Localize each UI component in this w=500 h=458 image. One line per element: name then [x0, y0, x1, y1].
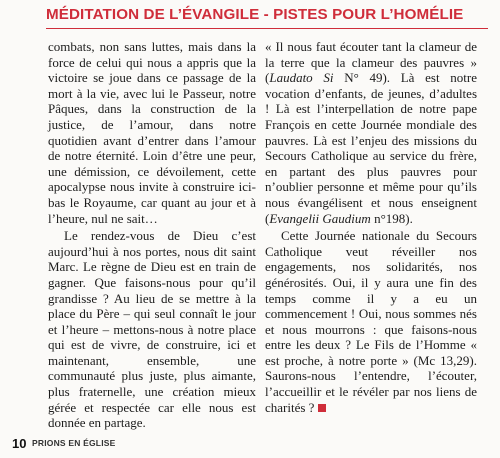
page-number: 10: [12, 436, 27, 451]
page-header: [0, 0, 500, 34]
body-text-end: n°198).: [370, 210, 413, 226]
reference-evangelii-gaudium: Evangelii Gaudium: [269, 210, 371, 226]
end-of-article-mark: [318, 404, 326, 412]
header-rule: [46, 28, 488, 29]
left-paragraph-2: Le rendez-vous de Dieu c’est aujourd’hui à nos portes, nous dit saint Marc. Le règne de Dieu est en train de gagner. Que faisons-nous pour qu’il grandisse ? Au lieu de se mettre à la place du Père – qui seul connaît le jour et l’heure – mettons-nous à notre place qui est de vivre, de construire, ici et maintenant, ensemble, une communauté plus juste, plus aimante, plus fraternelle, une création mieux gérée et respectée car elle nous est donnée en partage.: [48, 228, 256, 431]
left-paragraph-1: combats, non sans luttes, mais dans la force de celui qui nous a appris que la victoire se joue dans ce passage de la mort à la vie, avec lui le Passeur, notre Pâques, dans la construction de la justice, de l’amour, dans notre quotidien avant d’entrer dans l’amour de notre éternité. Loin d’être une peur, une démission, ce dévoilement, cette apocalypse nous invite à construire ici-bas le Royaume, car quant au jour et à l’heure, nul ne sait…: [48, 39, 256, 226]
publication-name: PRIONS EN ÉGLISE: [32, 438, 116, 448]
quote-text: « Il nous faut écouter tant la clameur de la terre que la clameur des pauvres » (: [265, 39, 477, 86]
right-paragraph-2: [265, 228, 477, 415]
page-footer: [0, 436, 300, 452]
body-text: N° 49). Là est notre vocation d’enfants, de jeunes, d’adultes ! Là est l’interpellation de notre pape François en cette Journée mondiale des pauvres. Là est l’enjeu des missions du Secours Catholique au service du frère, en partant des plus pauvres pour n’oublier personne et même pour qu’ils nous évangélisent et nous enseignent (: [265, 70, 477, 226]
reference-laudato-si: Laudato Si: [269, 70, 334, 86]
right-paragraph-1: [265, 39, 477, 226]
right-column: [265, 39, 477, 415]
body-text: Cette Journée nationale du Secours Catholique veut réveiller nos engagements, nos solidarités, nos générosités. Oui, il y aura une fin des temps comme il y a eu un commencement ! Oui, nous sommes nés et nous mourrons : que faisons-nous entre les deux ? Le Fils de l’Homme « est proche, à notre porte » (Mc 13,29). Saurons-nous l’entendre, l’écouter, l’accueillir et le révéler par nos liens de charités ?: [265, 228, 477, 415]
section-title: MÉDITATION DE L’ÉVANGILE - PISTES POUR L’HOMÉLIE: [46, 6, 464, 23]
left-column: [48, 39, 256, 431]
